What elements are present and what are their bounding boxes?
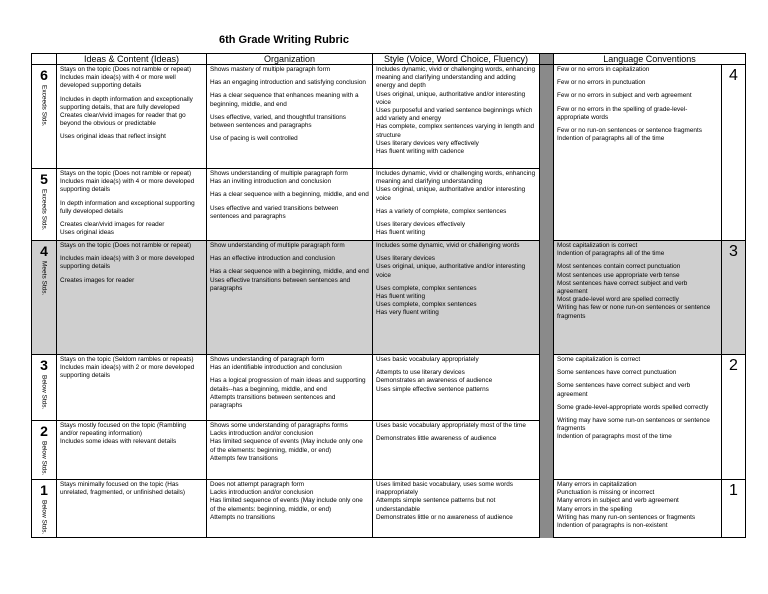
criterion: Some grade-level-appropriate words spelled correctly — [557, 403, 709, 411]
level-row-3 — [32, 355, 746, 421]
organization-cell — [207, 355, 373, 421]
level-number: 3 — [40, 357, 48, 373]
criterion: Uses purposeful and varied sentence beginnings which add variety and energy — [376, 107, 533, 123]
level-cell — [32, 241, 57, 355]
criterion: Lacks introduction and/or conclusion — [210, 430, 314, 438]
column-separator — [540, 65, 554, 538]
criterion: Has a clear sequence with a beginning, middle, and end — [210, 191, 369, 199]
criterion: Uses complete, complex sentences — [376, 284, 477, 292]
criterion: Demonstrates little or no awareness of audience — [376, 513, 513, 521]
style-cell — [373, 169, 540, 241]
criterion: Has fluent writing with cadence — [376, 148, 465, 156]
criterion: Most grade-level word are spelled correctly — [557, 296, 679, 304]
organization-cell — [207, 65, 373, 169]
level-label: Meets Stds. — [40, 261, 48, 296]
level-label: Below Stds. — [40, 500, 48, 535]
criterion: Uses original ideas that reflect insight — [60, 133, 166, 141]
criterion: Has an engaging introduction and satisfying conclusion — [210, 79, 366, 87]
criterion: Stays on the topic (Does not ramble or repeat) — [60, 66, 192, 73]
criterion: Some sentences have correct subject and verb agreement — [557, 382, 691, 398]
criterion: Most sentences contain correct punctuation — [557, 263, 681, 271]
level-row-1 — [32, 480, 746, 538]
criterion: Uses literary devices — [376, 255, 435, 263]
ideas-cell — [57, 241, 207, 355]
score-cell: 4 — [722, 65, 746, 241]
criterion: Some sentences have correct punctuation — [557, 369, 677, 377]
level-number: 5 — [40, 171, 48, 187]
organization-cell — [207, 169, 373, 241]
criterion: Has limited sequence of events (May include only one of the elements: beginning, middle, or end) — [210, 438, 363, 454]
header-corner — [32, 54, 57, 65]
criterion: Stays on the topic (Does not ramble or repeat) — [60, 170, 192, 177]
criterion: Has fluent writing — [376, 229, 426, 237]
criterion: Few or no errors in capitalization — [557, 66, 650, 73]
criterion: Includes dynamic, vivid or challenging words, enhancing meaning and clarifying understanding and adding energy and depth — [376, 66, 536, 90]
level-number: 2 — [40, 423, 48, 439]
rubric-title: 6th Grade Writing Rubric — [219, 34, 349, 46]
conventions-cell-2 — [554, 355, 722, 480]
criterion: Stays mostly focused on the topic (Rambling and/or repeating information) — [60, 422, 187, 438]
criterion: Uses original ideas — [60, 229, 114, 237]
header-conventions: Language Conventions — [554, 54, 746, 65]
criterion: Has very fluent writing — [376, 309, 439, 317]
score-cell: 2 — [722, 355, 746, 480]
rubric-table — [31, 53, 746, 538]
level-number: 1 — [40, 482, 48, 498]
criterion: Few or no errors in subject and verb agreement — [557, 92, 692, 100]
level-cell — [32, 65, 57, 169]
criterion: Has a variety of complete, complex sentences — [376, 207, 507, 215]
criterion: Uses effective and varied transitions between sentences and paragraphs — [210, 204, 339, 220]
criterion: Includes some dynamic, vivid or challenging words — [376, 242, 520, 249]
criterion: Stays on the topic (Does not ramble or repeat) — [60, 242, 192, 249]
style-cell — [373, 355, 540, 421]
criterion: Includes in depth information and exceptionally supporting details, that are fully developed — [60, 95, 193, 111]
header-organization: Organization — [207, 54, 373, 65]
criterion: Shows understanding of multiple paragraph form — [210, 170, 348, 177]
criterion: Creates images for reader — [60, 276, 135, 284]
criterion: Includes dynamic, vivid or challenging words, enhancing meaning and clarifying understanding — [376, 170, 536, 186]
criterion: Uses limited basic vocabulary, uses some words inappropriately — [376, 481, 513, 497]
criterion: Uses original, unique, authoritative and/or interesting voice — [376, 90, 526, 106]
criterion: Stays minimally focused on the topic (Has unrelated, fragmented, or unfinished details) — [60, 481, 186, 497]
ideas-cell — [57, 169, 207, 241]
conventions-cell-3 — [554, 241, 722, 355]
ideas-cell — [57, 65, 207, 169]
criterion: Does not attempt paragraph form — [210, 481, 305, 488]
criterion: Indention of paragraphs all of the time — [557, 135, 665, 143]
criterion: Indention of paragraphs most of the time — [557, 433, 672, 441]
criterion: Show understanding of multiple paragraph form — [210, 242, 345, 249]
criterion: Uses effective, varied, and thoughtful transitions between sentences and paragraphs — [210, 113, 346, 130]
criterion: Lacks introduction and/or conclusion — [210, 489, 314, 497]
header-row — [32, 54, 746, 65]
criterion: Few or no errors in punctuation — [557, 79, 646, 87]
level-number: 4 — [40, 243, 48, 259]
style-cell — [373, 65, 540, 169]
criterion: Indention of paragraphs all of the time — [557, 250, 665, 258]
criterion: Uses effective transitions between sentences and paragraphs — [210, 276, 351, 292]
criterion: Uses original, unique, authoritative and/or interesting voice — [376, 186, 526, 202]
level-label: Exceeds Stds. — [40, 85, 48, 127]
page-title — [0, 34, 768, 46]
level-cell — [32, 421, 57, 480]
criterion: Most capitalization is correct — [557, 242, 638, 249]
organization-cell — [207, 421, 373, 480]
criterion: Has an identifiable introduction and conclusion — [210, 364, 342, 372]
criterion: Creates clear/vivid images for reader — [60, 221, 165, 229]
criterion: Demonstrates an awareness of audience — [376, 377, 493, 385]
criterion: Few or no errors in the spelling of grade-level-appropriate words — [557, 105, 688, 121]
style-cell — [373, 421, 540, 480]
criterion: Indention of paragraphs is non-existent — [557, 522, 668, 530]
header-separator — [540, 54, 554, 65]
criterion: Has a logical progression of main ideas and supporting details--has a beginning, middle, and end — [210, 377, 366, 393]
criterion: Uses literary devices very effectively — [376, 139, 479, 147]
level-row-4 — [32, 241, 746, 355]
criterion: Most sentences have correct subject and verb agreement — [557, 279, 688, 296]
criterion: Attempts simple sentence patterns but not understandable — [376, 497, 496, 513]
criterion: Shows some understanding of paragraphs forms — [210, 422, 348, 429]
level-row-6 — [32, 65, 746, 169]
criterion: Has fluent writing — [376, 293, 426, 301]
criterion: In depth information and exceptional supporting fully developed details — [60, 199, 195, 215]
criterion: Uses complete, complex sentences — [376, 301, 477, 309]
level-label: Below Stds. — [40, 375, 48, 410]
criterion: Most sentences use appropriate verb tense — [557, 271, 680, 279]
ideas-cell — [57, 480, 207, 538]
score-cell: 1 — [722, 480, 746, 538]
criterion: Demonstrates little awareness of audience — [376, 435, 497, 443]
criterion: Many errors in capitalization — [557, 481, 637, 488]
criterion: Punctuation is missing or incorrect — [557, 489, 655, 497]
criterion: Attempts few transitions — [210, 454, 278, 462]
criterion: Includes main idea(s) with 2 or more developed supporting details — [60, 364, 195, 380]
criterion: Has an effective introduction and conclusion — [210, 255, 335, 263]
level-label: Exceeds Stds. — [40, 189, 48, 231]
criterion: Uses original, unique, authoritative and/or interesting voice — [376, 263, 526, 279]
criterion: Writing may have some run-on sentences or sentence fragments — [557, 417, 710, 433]
criterion: Writing has many run-on sentences or fragments — [557, 513, 696, 521]
criterion: Many errors in subject and verb agreement — [557, 497, 679, 505]
criterion: Includes main idea(s) with 4 or more well developed supporting details — [60, 74, 176, 90]
criterion: Uses basic vocabulary appropriately most of the time — [376, 422, 526, 429]
criterion: Some capitalization is correct — [557, 356, 641, 363]
style-cell — [373, 480, 540, 538]
criterion: Has a clear sequence that enhances meaning with a beginning, middle, and end — [210, 92, 359, 108]
ideas-cell — [57, 421, 207, 480]
criterion: Uses literary devices effectively — [376, 221, 466, 229]
level-cell — [32, 480, 57, 538]
level-cell — [32, 169, 57, 241]
level-number: 6 — [40, 67, 48, 83]
criterion: Writing has few or none run-on sentences or sentence fragments — [557, 304, 711, 320]
criterion: Attempts transitions between sentences and paragraphs — [210, 393, 336, 410]
criterion: Few or no run-on sentences or sentence fragments — [557, 127, 702, 135]
criterion: Uses simple effective sentence patterns — [376, 385, 489, 393]
criterion: Stays on the topic (Seldom rambles or repeats) — [60, 356, 194, 363]
organization-cell — [207, 480, 373, 538]
criterion: Has complete, complex sentences varying in length and structure — [376, 123, 535, 139]
criterion: Shows mastery of multiple paragraph form — [210, 66, 331, 73]
ideas-cell — [57, 355, 207, 421]
score-cell: 3 — [722, 241, 746, 355]
criterion: Includes some ideas with relevant details — [60, 438, 177, 446]
criterion: Uses basic vocabulary appropriately — [376, 356, 479, 363]
conventions-cell-1 — [554, 480, 722, 538]
criterion: Many errors in the spelling — [557, 505, 632, 513]
criterion: Includes main idea(s) with 3 or more developed supporting details — [60, 255, 195, 271]
criterion: Has an inviting introduction and conclusion — [210, 178, 332, 186]
organization-cell — [207, 241, 373, 355]
criterion: Shows understanding of paragraph form — [210, 356, 325, 363]
level-label: Below Stds. — [40, 441, 48, 476]
header-style: Style (Voice, Word Choice, Fluency) — [373, 54, 540, 65]
criterion: Creates clear/vivid images for reader that go beyond the obvious or predictable — [60, 112, 186, 128]
criterion: Attempts no transitions — [210, 513, 276, 521]
style-cell — [373, 241, 540, 355]
level-cell — [32, 355, 57, 421]
criterion: Attempts to use literary devices — [376, 369, 465, 377]
conventions-cell-4 — [554, 65, 722, 241]
criterion: Includes main idea(s) with 4 or more developed supporting details — [60, 178, 195, 194]
header-ideas: Ideas & Content (Ideas) — [57, 54, 207, 65]
criterion: Has limited sequence of events (May include only one of the elements: beginning, middle, or end) — [210, 497, 363, 513]
criterion: Has a clear sequence with a beginning, middle, and end — [210, 268, 369, 276]
criterion: Use of pacing is well controlled — [210, 135, 298, 143]
